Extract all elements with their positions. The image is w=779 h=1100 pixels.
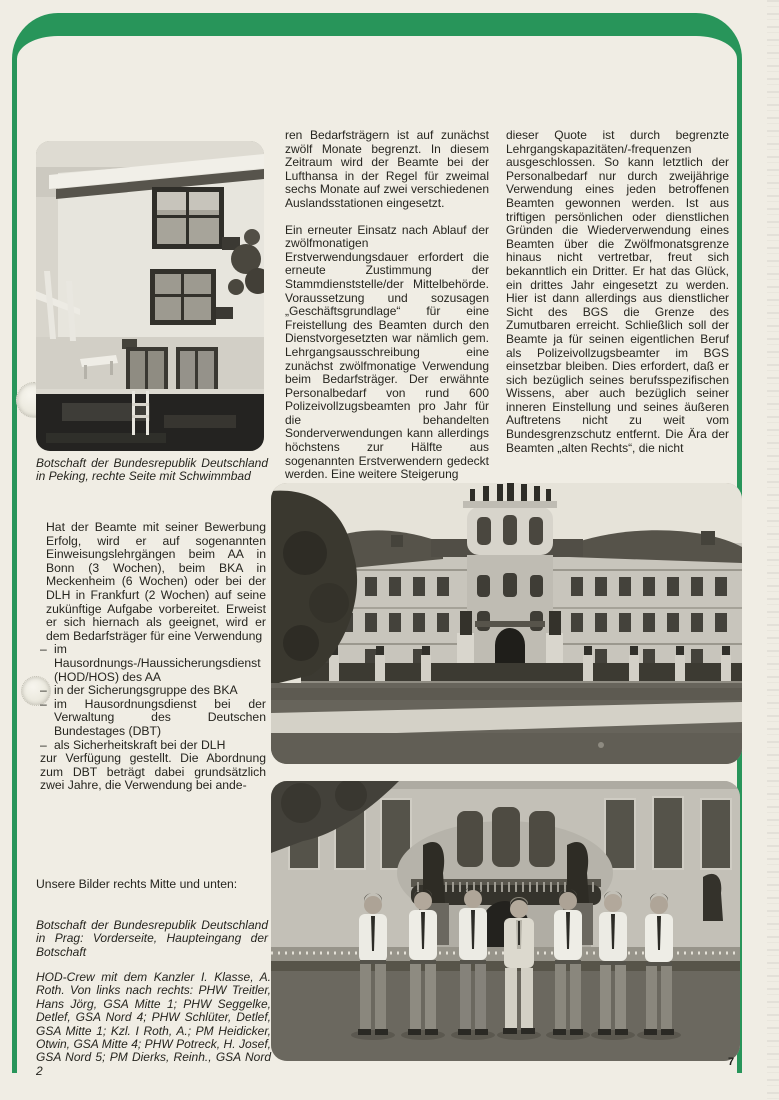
- middle-paragraph-2: Ein erneuter Einsatz nach Ablauf der zwölfmonatigen Erstverwendungsdauer erfordert die erneute Zustimmung der Stammdienststelle/der Mittelbehörde. Voraussetzung und sozusagen „Geschäftsgrundlage“ für eine Freistellung des Beamten durch den Dienstvorgesetzten war nämlich gem. Lehrgangsausschreibung eine zunächst zwölfmonatige Verwendung beim Bedarfsträger. Der erwähnte Personalbedarf von rund 600 Polizeivollzugsbeamten pro Jahr für die behandelten Sonderverwendungen kann allerdings höchstens zur Hälfte aus sogenannten Erstverwendern gedeckt werden. Eine weitere Steigerung: [285, 222, 489, 482]
- list-item: – im Hausordnungsdienst bei der Verwaltung des Deutschen Bundestages (DBT): [40, 696, 266, 738]
- list-dash: –: [40, 696, 47, 711]
- photo-hod-crew-group: [271, 781, 740, 1061]
- caption-hod-crew: HOD-Crew mit dem Kanzler I. Klasse, A. Roth. Von links nach rechts: PHW Treitler, Hans Jörg, GSA Mitte 1; PHW Seggelke, Detlef, GSA Nord 4; PHW Schlüter, Detlef, GSA Mitte 1; Kzl. I Roth, A.; PM Heidicker, Otwin, GSA Mitte 4; PHW Potreck, H. Josef, GSA Nord 5; PM Dierks, Reinh., GSA Nord 2: [36, 970, 271, 1078]
- list-item: – in der Sicherungsgruppe des BKA: [40, 683, 238, 698]
- photo-peking-embassy: [36, 141, 264, 451]
- caption-peking: Botschaft der Bundesrepublik Deutschland in Peking, rechte Seite mit Schwimmbad: [36, 456, 268, 484]
- middle-column: [285, 129, 489, 495]
- right-column: [506, 129, 729, 468]
- left-intro-paragraph: Hat der Beamte mit seiner Bewerbung Erfolg, wird er auf sogenannten Einweisungslehrgängen beim AA in Bonn (3 Wochen), beim BKA in Meckenheim (6 Wochen) oder bei der DLH in Frankfurt (2 Wochen) auf seine zukünftige Aufgabe vorbereitet. Erweist er sich hiernach als geeignet, wird er dem Bedarfsträger für eine Verwendung: [46, 520, 266, 643]
- assignment-list: [40, 643, 266, 752]
- list-item: – im Hausordnungs-/Haussicherungsdienst (HOD/HOS) des AA: [40, 642, 261, 684]
- list-dash: –: [40, 642, 47, 657]
- list-item: – als Sicherheitskraft bei der DLH: [40, 737, 226, 752]
- page-number: 7: [728, 1056, 735, 1068]
- middle-paragraph-1: ren Bedarfsträgern ist auf zunächst zwölf Monate begrenzt. In diesem Zeitraum wird der Beamte bei der Lufthansa in der Regel für zweimal sechs Monate auf zwei verschiedenen Auslandsstationen eingesetzt.: [285, 128, 489, 210]
- left-outro-paragraph: zur Verfügung gestellt. Die Abordnung zum DBT beträgt dabei grundsätzlich zwei Jahre, die Verwendung bei ande-: [40, 751, 266, 793]
- caption-prag: Botschaft der Bundesrepublik Deutschland in Prag: Vorderseite, Haupteingang der Botschaft: [36, 918, 268, 959]
- left-column-body: [40, 521, 266, 793]
- scan-edge-noise: [767, 0, 779, 1100]
- list-dash: –: [40, 683, 47, 698]
- right-paragraph-1: dieser Quote ist durch begrenzte Lehrgangskapazitäten/-frequenzen ausgeschlossen. So kann letztlich der Personalbedarf nur durch zweijährige Verwendung eines jeden betroffenen Beamten gewonnen werden. Ist aus triftigen persönlichen oder dienstlichen Gründen die Wiederverwendung eines Beamten über die Zwölfmonatsgrenze hinaus nicht vertretbar, freut sich bekanntlich ein Dritter. Er hat das Glück, ein drittes Jahr eingesetzt zu werden. Hier ist dann allerdings aus dienstlicher Sicht des BGS die Grenze des Zumutbaren erreicht. Schließlich soll der Beamte ja für seinen eigentlichen Beruf als Polizeivollzugsbeamter im BGS einsetzbar bleiben. Dies erfordert, daß er sich bezüglich seines berufsspezifischen Wissens, aber auch bezüglich seiner inneren Einstellung und seines äußeren Auftretens nicht zu weit vom Bundesgrenzschutz entfernt. Die Ära der Beamten „alten Rechts“, die nicht: [506, 128, 729, 455]
- list-dash: –: [40, 737, 47, 752]
- bilder-hinweis-label: Unsere Bilder rechts Mitte und unten:: [36, 877, 238, 891]
- photo-prag-embassy-front: [271, 483, 742, 764]
